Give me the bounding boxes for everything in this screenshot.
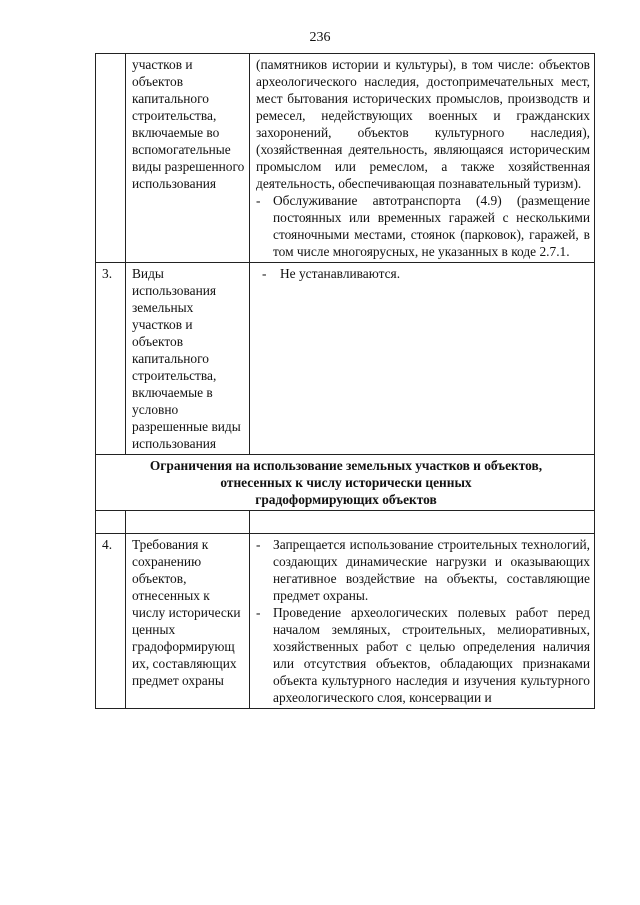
list-item: [256, 265, 590, 282]
list-item: [256, 192, 590, 260]
dash-marker: -: [256, 193, 261, 208]
list-item-text: Обслуживание автотранспорта (4.9) (размещение постоянных или временных гаражей с несколькими стояночными местами, стоянок (парковок), гаражей, в том числе многоярусных, не указанных в коде 2.7.1.: [273, 193, 590, 259]
table-row-spacer: [96, 511, 595, 534]
row-number-cell: [96, 54, 126, 263]
row-name-cell: участков и объектов капитального строительства, включаемые во вспомогательные виды разрешенного использования: [126, 54, 250, 263]
empty-cell: [126, 511, 250, 534]
section-heading-line-3: градоформирующих объектов: [255, 492, 437, 507]
row-name-cell: Требования к сохранению объектов, отнесенных к числу исторически ценных градоформирующ их, составляющих предмет охраны: [126, 534, 250, 709]
section-heading-line-2: отнесенных к числу исторически ценных: [220, 475, 472, 490]
dash-marker: -: [256, 605, 261, 620]
table-row-section-heading: [96, 455, 595, 511]
list-item-text: Проведение археологических полевых работ перед началом земляных, строительных, мелиоративных, хозяйственных работ с целью определения наличия или отсутствия объектов, обладающих признаками объекта культурного наследия и изучения культурного археологического слоя, консервации и: [273, 605, 590, 705]
description-continuation: (памятников истории и культуры), в том числе: объектов археологического наследия, достопримечательных мест, мест бытования исторических промыслов, производств и ремесел, недействующих военных и гражданских захоронений, объектов культурного наследия), (хозяйственная деятельность, являющаяся историческим промыслом или ремеслом, а также хозяйственная деятельность, обеспечивающая познавательный туризм).: [256, 57, 590, 191]
table-row-continued: [96, 54, 595, 263]
empty-cell: [250, 511, 595, 534]
row-description-cell: [250, 54, 595, 263]
list-item: [256, 536, 590, 604]
section-heading: [96, 455, 595, 511]
empty-cell: [96, 511, 126, 534]
row-name-cell: Виды использования земельных участков и объектов капитального строительства, включаемые в условно разрешенные виды использования: [126, 263, 250, 455]
row-number-cell: 4.: [96, 534, 126, 709]
row-description-cell: [250, 534, 595, 709]
list-item-text: Запрещается использование строительных технологий, создающих динамические нагрузки и оказывающих негативное воздействие на объекты, составляющие предмет охраны.: [273, 537, 590, 603]
list-item: [256, 604, 590, 706]
dash-marker: -: [256, 537, 261, 552]
table-row-3: [96, 263, 595, 455]
list-item-text: Не устанавливаются.: [280, 266, 401, 281]
row-description-cell: [250, 263, 595, 455]
row-number-cell: 3.: [96, 263, 126, 455]
section-heading-line-1: Ограничения на использование земельных участков и объектов,: [149, 458, 543, 473]
dash-marker: -: [262, 266, 267, 281]
page-number: 236: [309, 30, 331, 45]
regulations-table: [95, 53, 595, 709]
table-row-4: [96, 534, 595, 709]
